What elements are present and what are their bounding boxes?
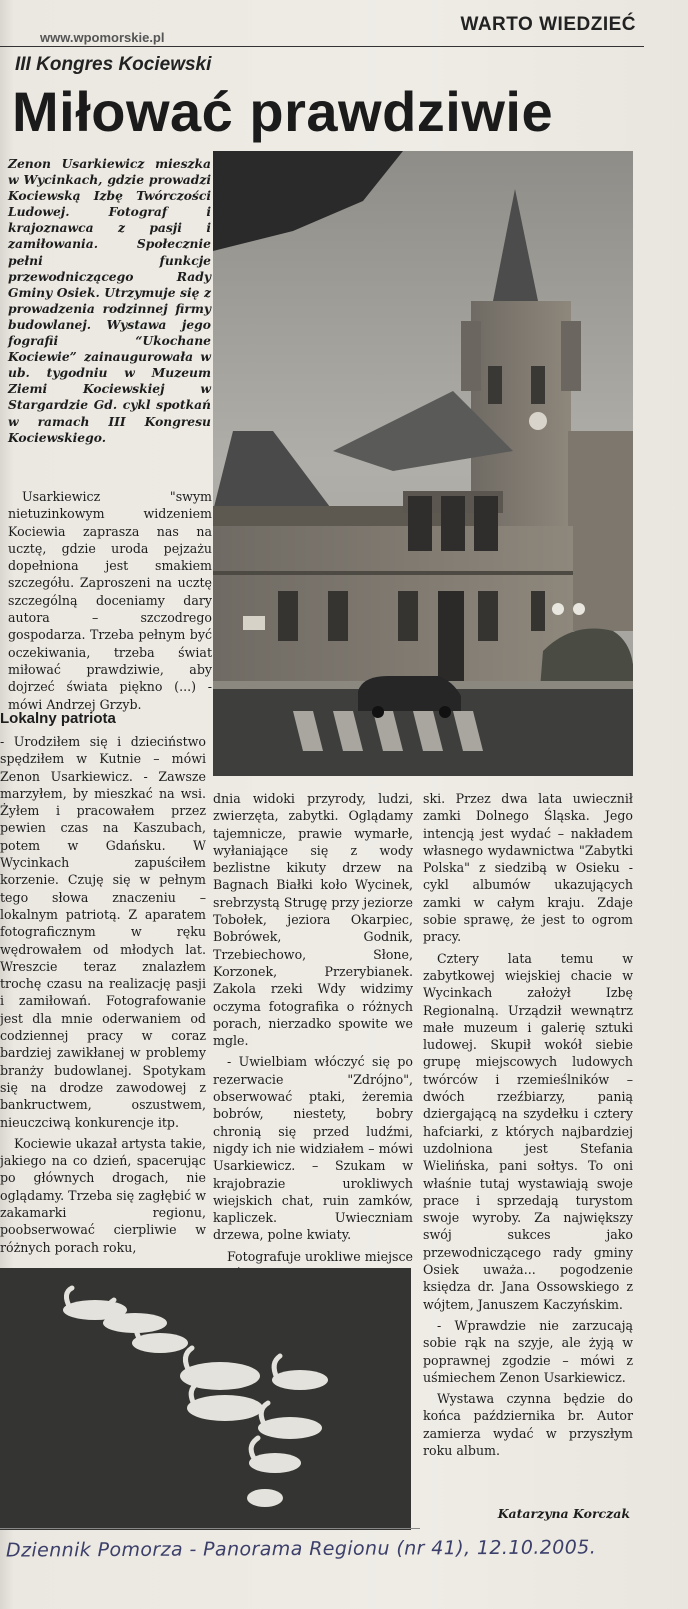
- intro-paragraph: [8, 488, 212, 717]
- clipping-edge: [0, 1528, 420, 1529]
- column-3-paragraph: Wystawa czynna będzie do końca października br. Autor zamierza wydać w przyszłym roku album.: [423, 1391, 633, 1458]
- column-1-paragraph: Kociewie ukazał artysta takie, jakiego na co dzień, spacerując po głównych drogach, nie oglądamy. Trzeba się zagłębić w zakamarki regionu, poobserwować cierpliwie w różnych porach roku,: [0, 1135, 206, 1255]
- article-author: Katarzyna Korczak: [497, 1506, 630, 1521]
- column-2-paragraph: dnia widoki przyrody, ludzi, zwierzęta, zabytki. Oglądamy tajemnicze, prawie wymarłe, wyłaniające się z wody bezlistne kikuty drzew na Bagnach Białki koło Wycinek, srebrzystą Strugę przy jeziorze Tobołek, jeziora Okarpiec, Bobrówek, Godnik, Trzebiechowo, Słone, Korzonek, Przerybianek. Zakola rzeki Wdy widzimy oczyma fotografika o różnych porach, nierzadko spowite we mgle.: [213, 791, 413, 1049]
- handwritten-source-note: Dziennik Pomorza - Panorama Regionu (nr 41), 12.10.2005.: [5, 1536, 597, 1562]
- header-rule: [0, 46, 644, 47]
- page-header: [0, 0, 688, 50]
- intro-text: Usarkiewicz "swym nietuzinkowym widzeniem Kociewia zaprasza nas na ucztę, gdzie uroda pejzażu dopełniona jest smakiem szczegółu. Zaproszeni na ucztę szczególną doceniamy dary autora – szczodrego gospodarza. Trzeba pełnym być oczekiwania, trzeba świat miłować prawdziwie, aby dojrzeć świata piękno (...) - mówi Andrzej Grzyb.: [8, 489, 212, 712]
- article-lead: Zenon Usarkiewicz mieszka w Wycinkach, gdzie prowadzi Kociewską Izbę Twórczości Ludowej. Fotograf i krajoznawca z pasji i zamiłowania. Społecznie pełni funkcje przewodniczącego Rady Gminy Osiek. Utrzymuje się z prowadzenia rodzinnej firmy budowlanej. Wystawa jego fografii “Ukochane Kociewie” zainaugurowała w ub. tygodniu w Muzeum Ziemi Kociewskiej w Stargardzie Gd. cykl spotkań w ramach III Kongresu Kociewskiego.: [8, 156, 211, 445]
- column-3: [423, 790, 633, 1463]
- subheading: Lokalny patriota: [0, 710, 116, 727]
- column-3-paragraph: ski. Przez dwa lata uwiecznił zamki Dolnego Śląska. Jego intencją jest wydać – nakładem własnego wydawnictwa "Zabytki Polska" z siedzibą w Osieku - cykl albumów ukazujących zamki w całym kraju. Zdaje sobie sprawę, że jest to ogrom pracy.: [423, 791, 633, 945]
- column-2-paragraph: - Uwielbiam włóczyć się po rezerwacie "Zdrójno", obserwować ptaki, żeremia bobrów, niestety, bobry chronią się przed ludźmi, nigdy ich nie widziałem – mówi Usarkiewicz. – Szukam w krajobrazie urokliwych wiejskich chat, ruin zamków, kapliczek. Uwieczniam drzewa, polne kwiaty.: [213, 1054, 413, 1243]
- column-3-paragraph: - Wprawdzie nie zarzucają sobie rąk na szyje, ale żyją w poprawnej zgodzie – mówi z uśmiechem Zenon Usarkiewicz.: [423, 1317, 633, 1385]
- article-kicker: III Kongres Kociewski: [15, 54, 212, 75]
- article-headline: Miłować prawdziwie: [12, 80, 554, 143]
- column-1: [0, 733, 206, 1260]
- column-3-paragraph: Cztery lata temu w zabytkowej wiejskiej chacie w Wycinkach założył Izbę Regionalną. Urządził wewnątrz małe muzeum i galerię sztuki ludowej. Skupił wokół siebie grupę miejscowych ludowych twórców i rzemieślników – dwóch rzeźbiarzy, panią dziergającą na szydełku i cztery hafciarki, z których najbardziej uzdolniona jest Stefania Wielińska, pani sołtys. To oni właśnie tutaj wystawiają swoje prace i sprzedają turystom swoje wyroby. Za największy swój sukces jako przewodniczącego rady gminy Osiek uważa... pogodzenie księdza dr. Jana Ossowskiego z wójtem, Januszem Kaczyńskim.: [423, 950, 633, 1312]
- section-title: WARTO WIEDZIEĆ: [460, 14, 636, 35]
- column-2-paragraph: Fotografuje urokliwe miejsce: [227, 1248, 413, 1264]
- site-url: www.wpomorskie.pl: [40, 30, 165, 45]
- column-2: [213, 790, 413, 1286]
- town-hall-photo: [213, 151, 633, 776]
- column-1-paragraph: - Urodziłem się i dzieciństwo spędziłem w Kutnie – mówi Zenon Usarkiewicz. - Zawsze marzyłem, by mieszkać na wsi. Żyłem i pracowałem przez pewien czas na Kaszubach, potem w Gdańsku. W Wycinkach zapuściłem korzenie. Czuję się w pełnym tego słowa znaczeniu – lokalnym patriotą. Z aparatem fotograficznym w ręku wędrowałem od młodych lat. Wreszcie teraz znalazłem trochę czasu na realizację pasji i zamiłowań. Fotografowanie jest dla mnie oderwaniem od codziennej pracy w coraz bardziej zawikłanej w problemy branży budowlanej. Spotykam się na drodze zawodowej z bankructwem, oszustwem, nieuczciwą konkurencje itp.: [0, 734, 206, 1130]
- swans-photo: [0, 1268, 411, 1530]
